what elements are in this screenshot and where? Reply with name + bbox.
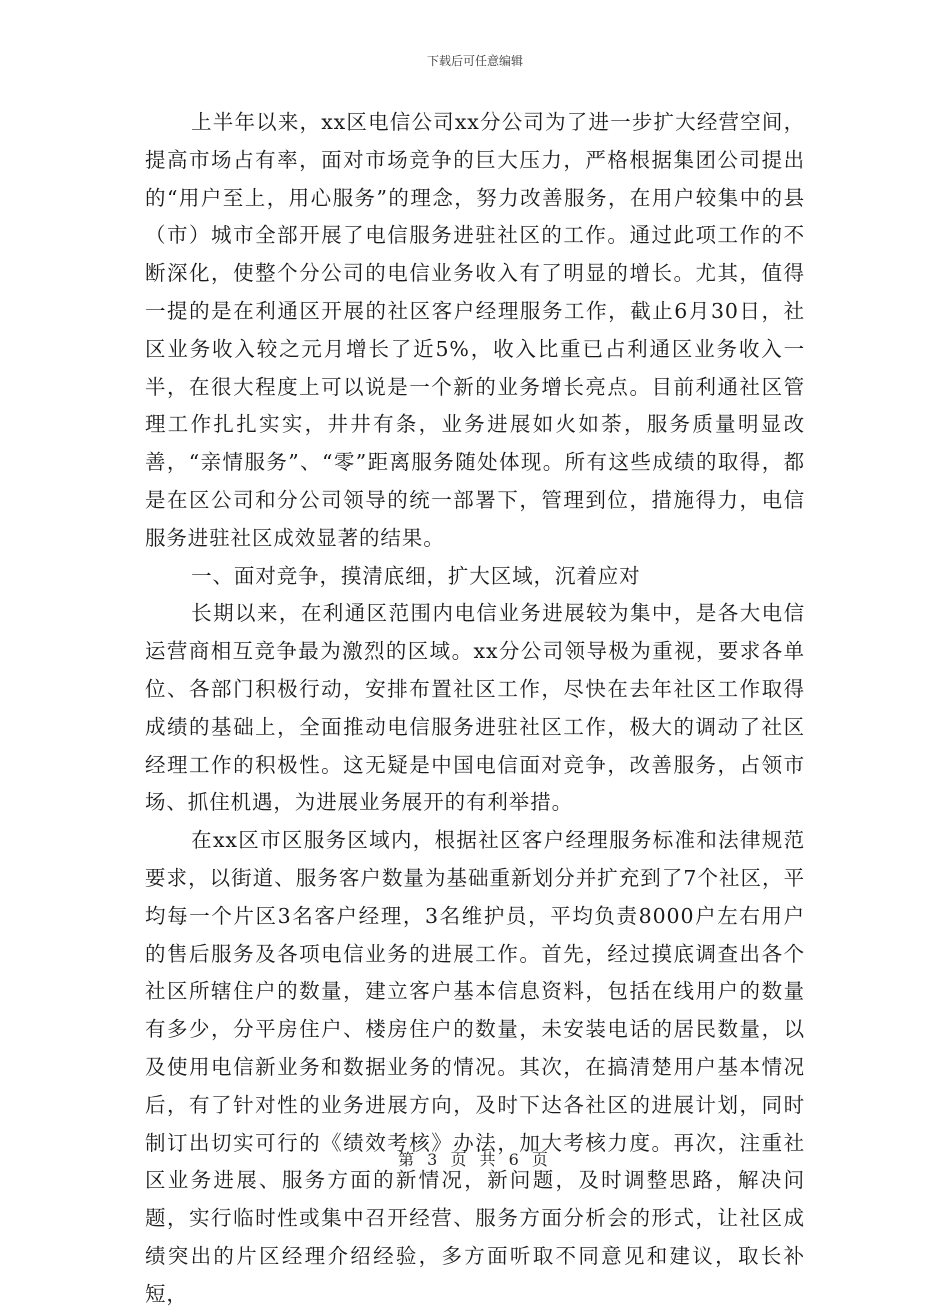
page-header: 下载后可任意编辑 (426, 54, 523, 68)
paragraph: 在xx区市区服务区域内，根据社区客户经理服务标准和法律规范要求，以街道、服务客户数量为基础重新划分并扩充到了7个社区，平均每一个片区3名客户经理，3名维护员，平均负责8000户左右用户的售后服务及各项电信业务的进展工作。首先，经过摸底调查出各个社区所辖住户的数量，建立客户基本信息资料，包括在线用户的数量有多少，分平房住户、楼房住户的数量，未安装电话的居民数量，以及使用电信新业务和数据业务的情况。其次，在搞清楚用户基本情况后，有了针对性的业务进展方向，及时下达各社区的进展计划，同时制订出切实可行的《绩效考核》办法，加大考核力度。再次，注重社区业务进展、服务方面的新情况，新问题，及时调整思路，解决问题，实行临时性或集中召开经营、服务方面分析会的形式，让社区成绩突出的片区经理介绍经验，多方面听取不同意见和建议，取长补短， (145, 828, 805, 1306)
page-number: 第 3 页 共 6 页 (398, 1150, 552, 1169)
document-body (145, 104, 805, 1314)
paragraph: 长期以来，在利通区范围内电信业务进展较为集中，是各大电信运营商相互竞争最为激烈的区域。xx分公司领导极为重视，要求各单位、各部门积极行动，安排布置社区工作，尽快在去年社区工作取得成绩的基础上，全面推动电信服务进驻社区工作，极大的调动了社区经理工作的积极性。这无疑是中国电信面对竞争，改善服务，占领市场、抓住机遇，为进展业务展开的有利举措。 (145, 601, 805, 815)
paragraph: 上半年以来，xx区电信公司xx分公司为了进一步扩大经营空间，提高市场占有率，面对市场竞争的巨大压力，严格根据集团公司提出的“用户至上，用心服务”的理念，努力改善服务，在用户较集中的县（市）城市全部开展了电信服务进驻社区的工作。通过此项工作的不断深化，使整个分公司的电信业务收入有了明显的增长。尤其，值得一提的是在利通区开展的社区客户经理服务工作，截止6月30日，社区业务收入较之元月增长了近5%，收入比重已占利通区业务收入一半，在很大程度上可以说是一个新的业务增长亮点。目前利通社区管理工作扎扎实实，井井有条，业务进展如火如荼，服务质量明显改善，“亲情服务”、“零”距离服务随处体现。所有这些成绩的取得，都是在区公司和分公司领导的统一部署下，管理到位，措施得力，电信服务进驻社区成效显著的结果。 (145, 110, 805, 550)
section-heading: 一、面对竞争，摸清底细，扩大区域，沉着应对 (191, 563, 641, 588)
